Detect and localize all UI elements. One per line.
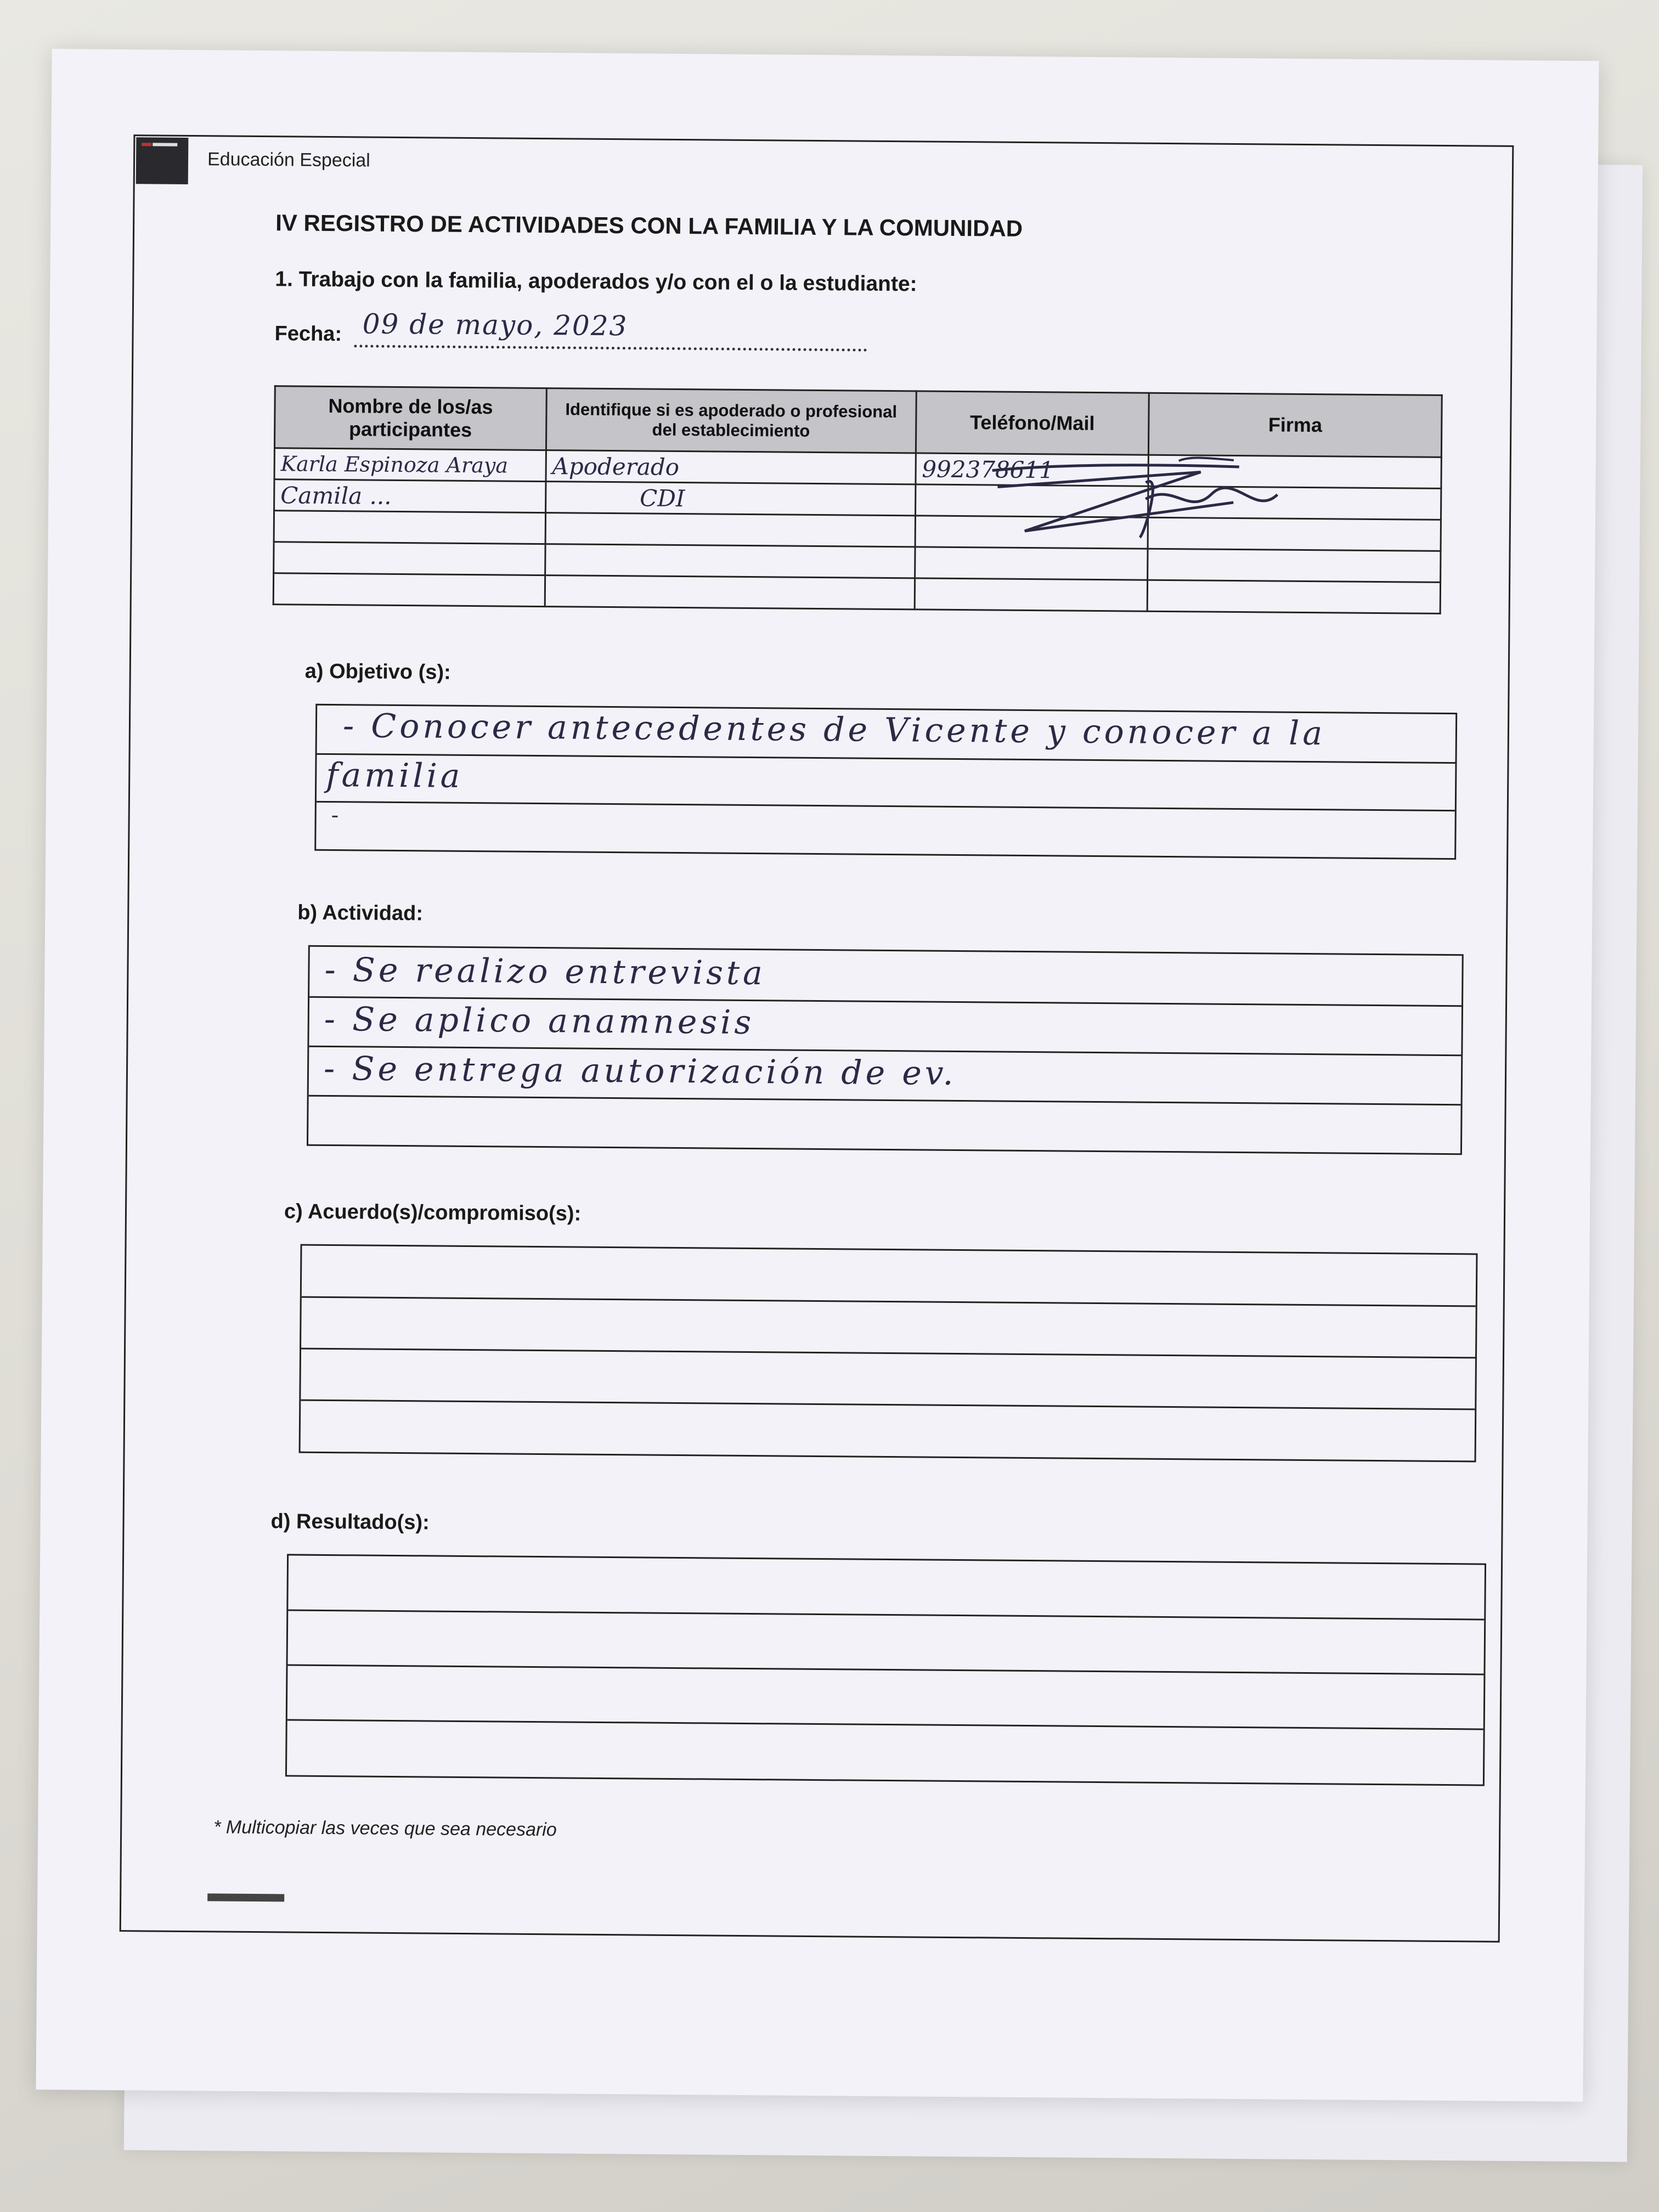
acuerdos-label: c) Acuerdo(s)/compromiso(s): (284, 1200, 582, 1226)
section1-heading: 1. Trabajo con la familia, apoderados y/o con el o la estudiante: (275, 267, 917, 296)
actividad-label: b) Actividad: (297, 901, 424, 926)
actividad-line-3[interactable]: - Se entrega autorización de ev. (323, 1049, 957, 1093)
ruled-line (317, 801, 1455, 811)
actividad-line-2[interactable]: - Se aplico anamnesis (324, 1000, 755, 1042)
cell-nombre[interactable]: Karla Espinoza Araya (274, 448, 546, 482)
cell-telefono[interactable] (915, 547, 1148, 580)
ruled-line (309, 1095, 1461, 1105)
ruled-line (288, 1609, 1484, 1620)
ruled-line (287, 1719, 1483, 1730)
cell-identifique[interactable]: CDI (545, 482, 915, 516)
objetivo-line-1[interactable]: - Conocer antecedentes de Vicente y conocer a la (342, 707, 1326, 753)
cell-telefono[interactable] (915, 578, 1148, 611)
page-title: IV REGISTRO DE ACTIVIDADES CON LA FAMILIA Y LA COMUNIDAD (275, 210, 1023, 241)
ministry-logo (136, 137, 189, 184)
cell-identifique[interactable] (545, 544, 915, 578)
footer-bar (207, 1893, 284, 1901)
cell-identifique[interactable] (545, 575, 915, 610)
objetivo-label: a) Objetivo (s): (304, 659, 451, 684)
header-nombre: Nombre de los/as participantes (274, 386, 546, 450)
header-telefono: Teléfono/Mail (916, 391, 1149, 455)
footnote: * Multicopiar las veces que sea necesario (213, 1816, 557, 1841)
cell-firma[interactable] (1148, 549, 1441, 582)
handwritten-signature (981, 448, 1300, 550)
cell-telefono[interactable]: 992378611 (916, 453, 1149, 486)
ruled-line (301, 1400, 1475, 1410)
cell-nombre[interactable]: Camila ... (274, 479, 546, 513)
objetivo-line-2[interactable]: familia (325, 755, 464, 795)
resultados-box[interactable] (285, 1554, 1486, 1786)
ruled-line (301, 1348, 1475, 1359)
ruled-line (288, 1664, 1484, 1675)
header-identifique: Identifique si es apoderado o profesional del establecimiento (546, 388, 916, 453)
cell-identifique[interactable] (545, 513, 915, 547)
resultados-label: d) Resultado(s): (270, 1510, 430, 1534)
objetivo-line-3[interactable]: - (331, 803, 342, 828)
fecha-label: Fecha: (274, 322, 342, 346)
cell-identifique[interactable]: Apoderado (546, 450, 916, 484)
ruled-line (317, 753, 1455, 764)
ruled-line (302, 1296, 1476, 1307)
cell-nombre[interactable] (273, 573, 545, 607)
header-label: Educación Especial (207, 149, 370, 171)
cell-nombre[interactable] (274, 542, 545, 575)
form-page (36, 49, 1599, 2102)
fecha-value[interactable]: 09 de mayo, 2023 (362, 308, 628, 342)
acuerdos-box[interactable] (299, 1244, 1478, 1463)
header-firma: Firma (1149, 393, 1442, 457)
cell-firma[interactable] (1147, 580, 1440, 613)
actividad-line-1[interactable]: - Se realizo entrevista (324, 950, 766, 993)
cell-nombre[interactable] (274, 511, 545, 544)
